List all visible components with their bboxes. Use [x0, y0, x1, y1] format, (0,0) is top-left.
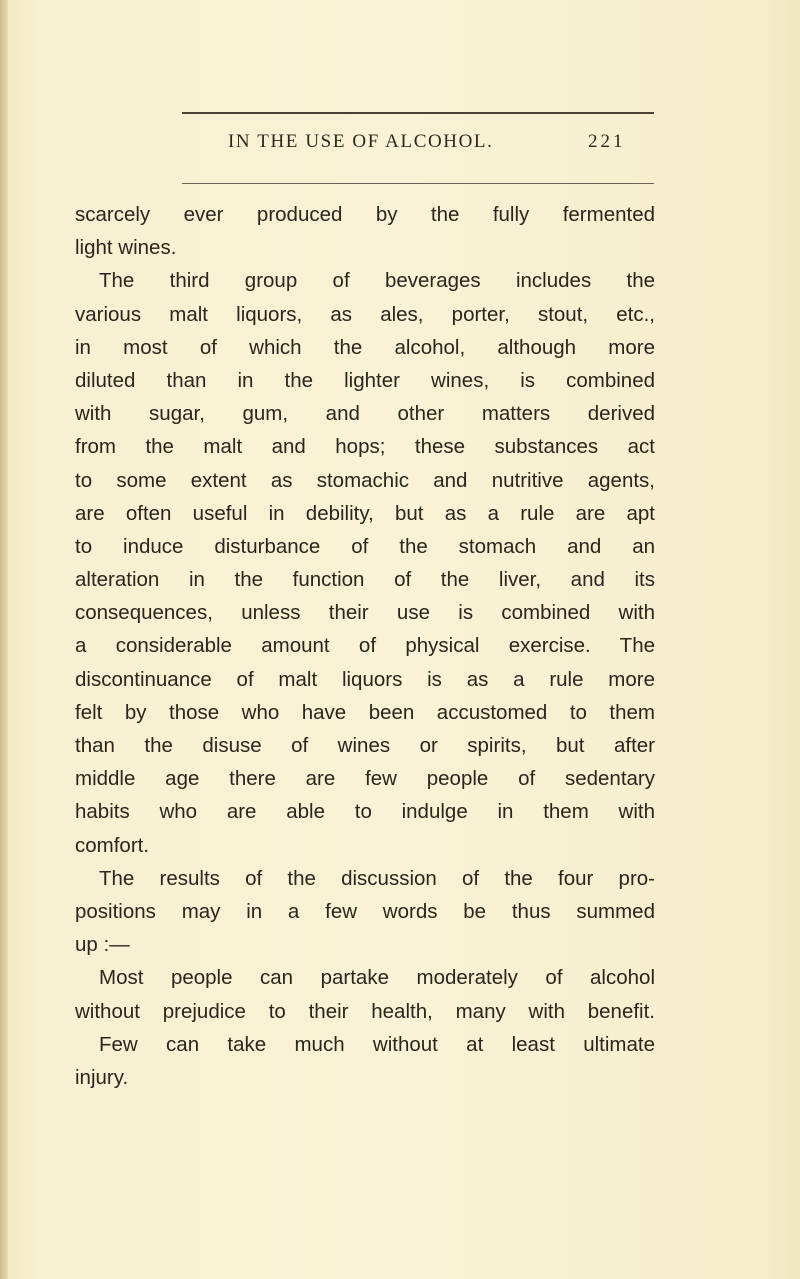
text-line: to some extent as stomachic and nutritive agents, — [75, 468, 655, 492]
body-text — [75, 198, 655, 1094]
running-head — [0, 131, 800, 161]
text-line: comfort. — [75, 833, 150, 857]
text-line: Most people can partake moderately of alcohol — [99, 966, 655, 990]
text-line: injury. — [75, 1065, 129, 1089]
text-line: in most of which the alcohol, although more — [75, 335, 655, 359]
text-line: positions may in a few words be thus summed — [75, 899, 655, 923]
header-rule-bottom — [182, 183, 654, 184]
page-number: 221 — [588, 131, 626, 152]
text-line: middle age there are few people of sedentary — [75, 767, 655, 791]
text-line: scarcely ever produced by the fully fermented — [75, 203, 655, 226]
text-line: a considerable amount of physical exercise. The — [75, 634, 655, 658]
text-line: with sugar, gum, and other matters derived — [75, 402, 655, 426]
text-line: than the disuse of wines or spirits, but after — [75, 734, 655, 757]
text-line: habits who are able to indulge in them with — [75, 800, 655, 824]
text-line: felt by those who have been accustomed to them — [75, 700, 655, 724]
text-line: up :— — [75, 933, 130, 957]
text-line: light wines. — [75, 236, 177, 260]
running-head-title: IN THE USE OF ALCOHOL. — [228, 131, 494, 152]
text-line: The results of the discussion of the four pro- — [99, 866, 655, 890]
text-line: Few can take much without at least ultimate — [99, 1032, 655, 1056]
text-line: diluted than in the lighter wines, is combined — [75, 368, 655, 392]
text-line: are often useful in debility, but as a rule are apt — [75, 501, 655, 525]
binding-edge — [0, 0, 8, 1279]
text-line: The third group of beverages includes the — [99, 269, 655, 293]
text-line: alteration in the function of the liver, and its — [75, 568, 655, 592]
text-line: various malt liquors, as ales, porter, stout, etc., — [75, 302, 655, 326]
text-line: to induce disturbance of the stomach and an — [75, 534, 655, 558]
text-line: discontinuance of malt liquors is as a rule more — [75, 667, 655, 691]
text-line: consequences, unless their use is combined with — [75, 601, 655, 625]
text-line: from the malt and hops; these substances act — [75, 435, 655, 459]
text-line: without prejudice to their health, many with benefit. — [75, 999, 655, 1023]
header-rule-top — [182, 112, 654, 114]
